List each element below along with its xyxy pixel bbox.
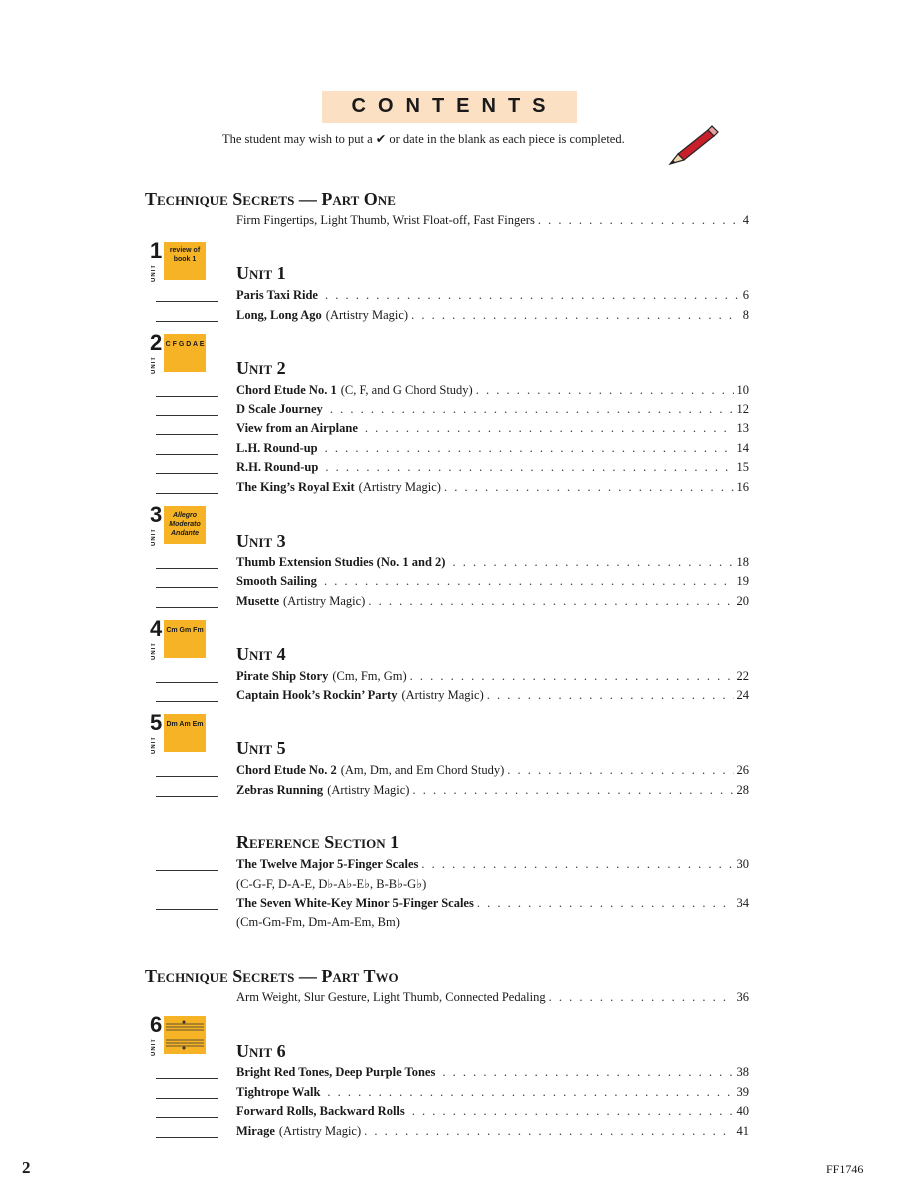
toc-entry[interactable] — [236, 402, 749, 418]
entry-page: 19 — [736, 574, 749, 588]
entry-page: 26 — [736, 763, 749, 777]
unit-number: 5 — [150, 710, 163, 735]
completion-blank[interactable] — [156, 396, 218, 397]
entry-title: The Twelve Major 5-Finger Scales — [236, 857, 419, 871]
entry-page: 36 — [736, 990, 749, 1004]
unit-number: 1 — [150, 238, 163, 263]
entry-page: 8 — [742, 308, 749, 322]
completion-blank[interactable] — [156, 870, 218, 871]
entry-title: Chord Etude No. 2 — [236, 763, 337, 777]
part-two-entry[interactable] — [236, 990, 749, 1006]
part-one-heading: Technique Secrets — Part One — [145, 189, 396, 209]
toc-entry[interactable] — [236, 896, 749, 912]
entry-page: 40 — [736, 1104, 749, 1118]
entry-page: 16 — [736, 480, 749, 494]
music-staff-icon — [164, 1016, 206, 1054]
entry-title: Pirate Ship Story — [236, 669, 329, 683]
entry-page: 6 — [742, 288, 749, 302]
entry-title: View from an Airplane — [236, 421, 358, 435]
unit-label: UNIT — [151, 1038, 157, 1056]
toc-entry[interactable] — [236, 1085, 749, 1101]
completion-blank[interactable] — [156, 473, 218, 474]
toc-entry[interactable] — [236, 669, 749, 685]
unit-2-heading: Unit 2 — [236, 358, 286, 378]
toc-entry[interactable] — [236, 441, 749, 457]
unit-4-badge — [150, 616, 206, 660]
entry-title: R.H. Round-up — [236, 460, 319, 474]
unit-number: 6 — [150, 1012, 163, 1037]
entry-sub: (Am, Dm, and Em Chord Study) — [340, 763, 505, 777]
toc-entry[interactable] — [236, 288, 749, 304]
completion-blank[interactable] — [156, 415, 218, 416]
entry-title: Bright Red Tones, Deep Purple Tones — [236, 1065, 436, 1079]
entry-title: Arm Weight, Slur Gesture, Light Thumb, Connected Pedaling — [236, 990, 546, 1004]
entry-title: Firm Fingertips, Light Thumb, Wrist Float-off, Fast Fingers — [236, 213, 535, 227]
badge-text: Cm Gm Fm — [166, 627, 204, 634]
completion-blank[interactable] — [156, 682, 218, 683]
unit-4-heading: Unit 4 — [236, 644, 286, 664]
entry-title: The King’s Royal Exit — [236, 480, 355, 494]
badge-text: review of book 1 — [169, 247, 201, 263]
unit-6-heading: Unit 6 — [236, 1041, 286, 1061]
toc-entry[interactable] — [236, 594, 749, 610]
completion-blank[interactable] — [156, 587, 218, 588]
toc-entry[interactable] — [236, 763, 749, 779]
unit-number: 4 — [150, 616, 163, 641]
completion-blank[interactable] — [156, 776, 218, 777]
entry-page: 4 — [742, 213, 749, 227]
part-one-entry[interactable] — [236, 213, 749, 229]
entry-page: 28 — [736, 783, 749, 797]
entry-title: Captain Hook’s Rockin’ Party — [236, 688, 398, 702]
badge-text: Dm Am Em — [166, 721, 204, 728]
completion-blank[interactable] — [156, 301, 218, 302]
instruction-text: The student may wish to put a ✔ or date in the blank as each piece is completed. — [222, 132, 625, 146]
toc-entry[interactable] — [236, 555, 749, 571]
toc-entry[interactable] — [236, 1104, 749, 1120]
completion-blank[interactable] — [156, 1078, 218, 1079]
entry-title: The Seven White-Key Minor 5-Finger Scales — [236, 896, 474, 910]
entry-title: Tightrope Walk — [236, 1085, 321, 1099]
entry-title: Thumb Extension Studies (No. 1 and 2) — [236, 555, 446, 569]
unit-label: UNIT — [151, 736, 157, 754]
unit-label: UNIT — [151, 642, 157, 660]
entry-title: Long, Long Ago — [236, 308, 322, 322]
unit-number: 3 — [150, 502, 163, 527]
completion-blank[interactable] — [156, 909, 218, 910]
toc-entry[interactable] — [236, 574, 749, 590]
entry-title: L.H. Round-up — [236, 441, 318, 455]
completion-blank[interactable] — [156, 796, 218, 797]
entry-title: Musette — [236, 594, 280, 608]
entry-title: Chord Etude No. 1 — [236, 383, 337, 397]
unit-number: 2 — [150, 330, 163, 355]
entry-page: 34 — [736, 896, 749, 910]
entry-page: 20 — [736, 594, 749, 608]
unit-5-badge — [150, 710, 206, 754]
toc-entry[interactable] — [236, 460, 749, 476]
unit-1-heading: Unit 1 — [236, 263, 286, 283]
unit-label: UNIT — [151, 528, 157, 546]
entry-page: 24 — [736, 688, 749, 702]
entry-page: 22 — [736, 669, 749, 683]
toc-entry[interactable] — [236, 783, 749, 799]
badge-text: C F G D A E — [165, 341, 205, 348]
unit-label: UNIT — [151, 356, 157, 374]
contents-title: CONTENTS — [351, 95, 558, 117]
entry-page: 10 — [736, 383, 749, 397]
entry-page: 15 — [736, 460, 749, 474]
badge-text: Allegro Moderato Andante — [169, 512, 201, 537]
entry-title: D Scale Journey — [236, 402, 323, 416]
entry-title: Forward Rolls, Backward Rolls — [236, 1104, 405, 1118]
toc-entry[interactable] — [236, 1124, 749, 1140]
part-two-heading: Technique Secrets — Part Two — [145, 966, 399, 986]
toc-entry[interactable] — [236, 383, 749, 399]
unit-3-badge — [150, 502, 206, 546]
entry-sub: (Artistry Magic) — [325, 308, 409, 322]
completion-blank[interactable] — [156, 1117, 218, 1118]
completion-blank[interactable] — [156, 568, 218, 569]
entry-title: Smooth Sailing — [236, 574, 317, 588]
unit-label: UNIT — [151, 264, 157, 282]
entry-sub: (Artistry Magic) — [401, 688, 484, 702]
entry-sub: (C, F, and G Chord Study) — [340, 383, 473, 397]
entry-page: 18 — [736, 555, 749, 569]
unit-2-badge — [150, 330, 206, 374]
entry-sub: (Cm, Fm, Gm) — [332, 669, 407, 683]
entry-sub: (Artistry Magic) — [327, 783, 410, 797]
toc-entry[interactable] — [236, 857, 749, 873]
entry-page: 30 — [736, 857, 749, 871]
completion-blank[interactable] — [156, 607, 218, 608]
entry-detail: (C-G-F, D-A-E, D♭-A♭-E♭, B-B♭-G♭) — [236, 877, 427, 891]
toc-entry[interactable] — [236, 1065, 749, 1081]
completion-blank[interactable] — [156, 1098, 218, 1099]
toc-entry[interactable] — [236, 480, 749, 496]
completion-blank[interactable] — [156, 493, 218, 494]
entry-detail: (Cm-Gm-Fm, Dm-Am-Em, Bm) — [236, 915, 400, 929]
toc-entry[interactable] — [236, 421, 749, 437]
entry-page: 39 — [736, 1085, 749, 1099]
entry-sub: (Artistry Magic) — [358, 480, 441, 494]
unit-6-badge — [150, 1012, 206, 1056]
completion-blank[interactable] — [156, 321, 218, 322]
entry-page: 14 — [736, 441, 749, 455]
reference-heading: Reference Section 1 — [236, 832, 400, 852]
entry-sub: (Artistry Magic) — [278, 1124, 362, 1138]
catalog-code: FF1746 — [826, 1162, 864, 1176]
entry-title: Zebras Running — [236, 783, 324, 797]
toc-entry[interactable] — [236, 688, 749, 704]
entry-title: Mirage — [236, 1124, 275, 1138]
unit-3-heading: Unit 3 — [236, 531, 286, 551]
unit-5-heading: Unit 5 — [236, 738, 286, 758]
page-number: 2 — [22, 1158, 31, 1177]
unit-1-badge — [150, 238, 206, 282]
entry-page: 41 — [736, 1124, 749, 1138]
completion-blank[interactable] — [156, 701, 218, 702]
entry-page: 38 — [736, 1065, 749, 1079]
entry-page: 12 — [736, 402, 749, 416]
entry-sub: (Artistry Magic) — [283, 594, 366, 608]
toc-entry[interactable] — [236, 308, 749, 324]
pencil-icon — [668, 124, 720, 168]
completion-blank[interactable] — [156, 434, 218, 435]
completion-blank[interactable] — [156, 454, 218, 455]
entry-title: Paris Taxi Ride — [236, 288, 318, 302]
entry-page: 13 — [736, 421, 749, 435]
completion-blank[interactable] — [156, 1137, 218, 1138]
